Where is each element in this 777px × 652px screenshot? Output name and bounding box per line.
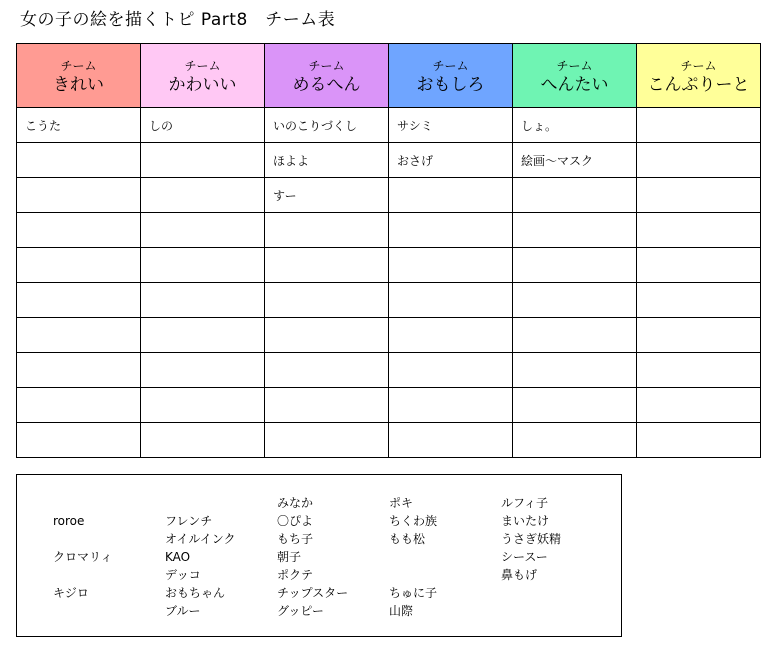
members-box — [16, 474, 622, 637]
member-name: ブルー — [165, 604, 201, 618]
table-row — [17, 283, 761, 318]
team-header-hentai — [513, 44, 637, 108]
table-cell — [389, 388, 513, 423]
table-cell: ほよよ — [265, 143, 389, 178]
table-cell — [637, 353, 761, 388]
table-row — [17, 248, 761, 283]
table-cell — [389, 213, 513, 248]
table-cell — [141, 318, 265, 353]
table-cell — [265, 248, 389, 283]
table-cell — [637, 318, 761, 353]
table-cell — [513, 178, 637, 213]
table-cell — [265, 213, 389, 248]
member-name: デッコ — [165, 568, 201, 582]
table-cell — [637, 423, 761, 458]
member-name — [389, 548, 437, 566]
table-cell — [141, 353, 265, 388]
table-cell — [637, 248, 761, 283]
team-name: かわいい — [168, 74, 237, 95]
member-name: roroe — [53, 514, 85, 528]
table-cell — [513, 318, 637, 353]
table-cell: こうた — [17, 108, 141, 143]
team-prefix: チーム — [432, 58, 469, 73]
table-row — [17, 143, 761, 178]
team-header-kawaii — [141, 44, 265, 108]
member-name: チップスター — [277, 586, 349, 600]
table-cell — [513, 283, 637, 318]
table-cell — [17, 248, 141, 283]
table-cell — [637, 143, 761, 178]
member-name: KAO — [165, 550, 191, 564]
team-name: おもしろ — [416, 74, 485, 95]
table-cell — [637, 178, 761, 213]
member-name: 鼻もげ — [501, 568, 538, 582]
table-cell — [17, 423, 141, 458]
table-row — [17, 213, 761, 248]
page-title: 女の子の絵を描くトピ Part8 チーム表 — [20, 10, 336, 30]
member-name — [53, 602, 113, 620]
table-cell: サシミ — [389, 108, 513, 143]
team-table — [16, 43, 761, 458]
table-cell: しょ。 — [513, 108, 637, 143]
table-row — [17, 108, 761, 143]
table-cell — [141, 213, 265, 248]
table-cell — [389, 318, 513, 353]
member-name — [501, 584, 561, 602]
team-header-omoshiro — [389, 44, 513, 108]
table-cell — [637, 388, 761, 423]
member-name: おもちゃん — [165, 586, 226, 600]
member-name — [165, 494, 236, 512]
member-name: グッピー — [277, 604, 324, 618]
table-cell — [17, 318, 141, 353]
member-name: まいたけ — [501, 514, 550, 528]
team-header-konpuriito — [637, 44, 761, 108]
team-table-body — [17, 108, 761, 458]
table-cell — [389, 283, 513, 318]
table-cell — [389, 248, 513, 283]
table-cell — [141, 143, 265, 178]
team-prefix: チーム — [680, 58, 717, 73]
member-name: 〇ぴよ — [277, 514, 314, 528]
table-cell: しの — [141, 108, 265, 143]
table-cell — [513, 388, 637, 423]
member-name: もも松 — [389, 532, 426, 546]
table-cell — [265, 283, 389, 318]
table-row — [17, 178, 761, 213]
table-cell — [17, 143, 141, 178]
table-row — [17, 318, 761, 353]
table-cell: いのこりづくし — [265, 108, 389, 143]
table-cell — [513, 353, 637, 388]
member-column — [501, 494, 561, 620]
table-cell — [265, 388, 389, 423]
team-name: へんたい — [540, 74, 609, 95]
table-cell — [141, 388, 265, 423]
table-cell — [389, 423, 513, 458]
member-column — [165, 494, 236, 620]
member-name: ちゅに子 — [389, 586, 438, 600]
member-name: もち子 — [277, 532, 314, 546]
member-name: 山際 — [389, 604, 414, 618]
member-name — [53, 566, 113, 584]
member-name: ちくわ族 — [389, 514, 438, 528]
member-name: フレンチ — [165, 514, 213, 528]
table-cell — [141, 423, 265, 458]
member-name: シースー — [501, 550, 548, 564]
member-name: ポクテ — [277, 568, 314, 582]
team-name: きれい — [53, 74, 104, 95]
member-name: オイルインク — [165, 532, 236, 546]
table-cell — [17, 388, 141, 423]
team-prefix: チーム — [308, 58, 345, 73]
team-prefix: チーム — [60, 58, 97, 73]
table-cell — [513, 423, 637, 458]
member-name — [501, 602, 561, 620]
table-cell — [265, 353, 389, 388]
table-cell — [17, 178, 141, 213]
table-cell — [637, 108, 761, 143]
table-row — [17, 388, 761, 423]
table-cell — [265, 318, 389, 353]
member-name — [53, 530, 113, 548]
table-row — [17, 353, 761, 388]
table-cell — [637, 213, 761, 248]
table-cell — [17, 353, 141, 388]
table-cell — [141, 248, 265, 283]
table-cell: おさげ — [389, 143, 513, 178]
table-cell — [513, 213, 637, 248]
member-name: ポキ — [389, 496, 414, 510]
team-header-kirei — [17, 44, 141, 108]
team-prefix: チーム — [556, 58, 593, 73]
table-cell — [17, 213, 141, 248]
member-name: みなか — [277, 496, 314, 510]
member-column — [53, 494, 113, 620]
table-cell — [513, 248, 637, 283]
team-prefix: チーム — [184, 58, 221, 73]
team-name: こんぷりーと — [647, 74, 750, 95]
member-name — [389, 566, 437, 584]
member-column — [389, 494, 437, 620]
member-name: 朝子 — [277, 550, 302, 564]
table-cell — [637, 283, 761, 318]
table-cell: 絵画～マスク — [513, 143, 637, 178]
member-name: キジロ — [53, 586, 89, 600]
table-cell — [389, 353, 513, 388]
table-cell — [141, 283, 265, 318]
member-name — [53, 494, 113, 512]
team-header-meruhen — [265, 44, 389, 108]
member-name: ルフィ子 — [501, 496, 549, 510]
table-cell — [265, 423, 389, 458]
member-column — [277, 494, 348, 620]
table-cell — [17, 283, 141, 318]
table-cell — [389, 178, 513, 213]
member-name: うさぎ妖精 — [501, 532, 562, 546]
table-row — [17, 423, 761, 458]
team-header-row — [17, 44, 761, 108]
member-name: クロマリィ — [53, 550, 113, 564]
team-name: めるへん — [292, 74, 361, 95]
table-cell: すー — [265, 178, 389, 213]
table-cell — [141, 178, 265, 213]
